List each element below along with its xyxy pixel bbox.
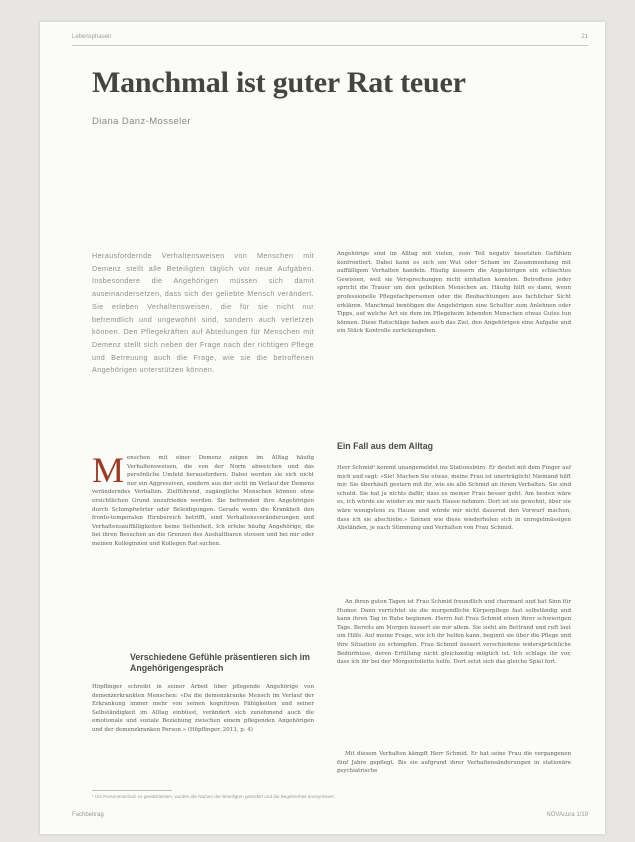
page-number: 21 [581,34,588,40]
paragraph-gefuehle: Angehörige sind im Alltag mit vielen, zum Teil negativ besetzten Gefühlen konfrontiert. Dabei kann es sich um Wut oder Scham im Zusammenhang mit auffälligem Verhalten handeln. Häufig äussern die Angehörigen ein schlechtes Gewissen, weil sie Versprechungen nicht einhalten konnten. Betroffene jeder spricht die Trauer um den geliebten Menschen an. Häufig hilft es dann, wenn professionelle Pflegefachpersonen oder die Beobachtungen aus fachlicher Sicht erklären. Manchmal benötigen die Angehörigen eine Schulter zum Anlehnen oder Tipps, auf welche Art sie dem im Pflegeheim lebenden Menschen etwas Gutes tun können. Diese Ratschläge haben auch das Ziel, den Angehörigen eine Aufgabe und ein Stück Kontrolle zurückzugeben. [337,251,571,335]
paragraph-fall-1: Herr Schmid¹ kommt unangemeldet ins Stationsbüro. Er deutet mit dem Finger auf mich und sagt: «Sie! Machen Sie etwas, meine Frau ist unerträglich! Niemand hilft mir. Sie überhäuft gestern mit ihr, wie sie alle Schmid an ihrem Verhalten. Sie sind schuld. Sie hat ja nichts dafür, dass es meiner Frau besser geht. Am besten wäre es, ich würde sie wieder zu mir nach Hause nehmen. Dort ist sie gewohnt, über sie wäre wenigstens zu Hause und würde mir nicht dauernd den Vorwurf machen, dass ich sie abschiebe.» Szenen wie diese wiederholen sich in unregelmässigen Abständen, je nach Stimmung und Verhalten von Frau Schmid. [337,465,571,532]
running-header [72,33,588,46]
document-page [40,22,605,834]
intro-paragraph [92,450,314,549]
subheading-gefuehle: Verschiedene Gefühle präsentieren sich im Angehörigengespräch [130,652,310,673]
drop-cap: M [92,450,125,490]
footnote-divider [92,790,172,791]
intro-text: enschen mit einer Demenz zeigen im Alltag häufig Verhaltensweisen, die von der Norm abweichen und das persönliche Umfeld herausfordern. Dabei werden sie sich nicht nur ein Aggressiven, sondern aus der sicht im Verlauf der Demenz veränderndes Verhalten. Zielführend, zugängliche Menschen können ohne ersichtlichen Grund unzufrieden werden. Sie befremden ihre Angehörigen durch Schimpfwörter oder Beleidigungen. Gerade wenn die Krankheit den fronto-temporalen Hirnbereich betrifft, sind Verhaltensveränderungen und Verhaltensauffälligkeiten keine Seltenheit. Ich erlebe häufig Angehörige, die bei ihren Besuchen an die Grenzen des Aushaltbaren stossen und bei mir oder meinen Kolleginnen und Kollegen Rat suchen. [92,455,314,547]
article-author: Diana Danz-Mosseler [92,116,191,127]
paragraph-hoepflinger: Höpflinger schreibt in seiner Arbeit über pflegende Angehörige von demenzerkrankten Menschen: «Da die demenzkranke Mensch im Verlauf der Erkrankung immer mehr von seinen kognitiven Fähigkeiten und seiner Selbständigkeit im Alltag einbüsst, verändert sich zunehmend auch die emotionale und soziale Beziehung zwischen einem pflegenden Angehörigen und der demenzkranken Person.» (Höpflinger, 2013, p. 4) [92,684,314,733]
section-name: Lebensphasen [72,34,112,40]
paragraph-fall-3: Mit diesem Verhalten kämpft Herr Schmid. Er hat seine Frau die vergangenen fünf Jahre gepflegt. Bis sie aufgrund ihrer Verhaltensänderungen in stationäre psychiatrische [337,751,571,775]
footer-right: NOVAcura 1/19 [546,812,588,818]
footer-left: Fachbeitrag [72,812,104,818]
article-lead: Herausfordernde Verhaltensweisen von Menschen mit Demenz stellt alle Beteiligten täglich vor neue Aufgaben. Insbesondere die Angehörigen müssen sich damit auseinandersetzen, dass sich der geliebte Mensch verändert. Sie erleben Verhaltensweisen, die für sie nicht nur befremdlich und ungewohnt sind, sondern auch verletzen können. Den Pflegekräften auf Abteilungen für Menschen mit Demenz stellt sich neben der Frage nach der richtigen Pflege und Betreuung auch die Frage, wie sie die betroffenen Angehörigen unterstützen können. [92,251,314,375]
paragraph-fall-2: An ihren guten Tagen ist Frau Schmid freundlich und charmant und hat Sinn für Humor. Dann verrichtet sie die morgendliche Körperpflege fast selbständig und kann ihren Tag in Ruhe beginnen. Herrn hat Frau Schmid einen ihrer schwierigen Tage. Bereits am Morgen äussert sie mir allem. Sie sieht am Bettrand und ruft laut um Hilfe. Auf meine Frage, wie ich ihr helfen kann, beginnt sie über die Pflege und ihre Situation zu schimpfen. Frau Schmid äussert verschiedene widersprüchliche Bedürfnisse, deren Erfüllung nicht gleichzeitig möglich ist. Ich schlage ihr vor, dass ich ihr bei der Morgentoilette helfe. Dort setzt sich das gleiche Spiel fort. [337,599,571,666]
page-footer [72,812,588,818]
article-title: Manchmal ist guter Rat teuer [92,66,466,99]
subheading-fall: Ein Fall aus dem Alltag [337,441,433,451]
footnote: ¹ Um Personenschutz zu gewährleisten, wurden die Namen der Beteiligten geändert und die Begebenheit anonymisiert. [92,794,336,799]
